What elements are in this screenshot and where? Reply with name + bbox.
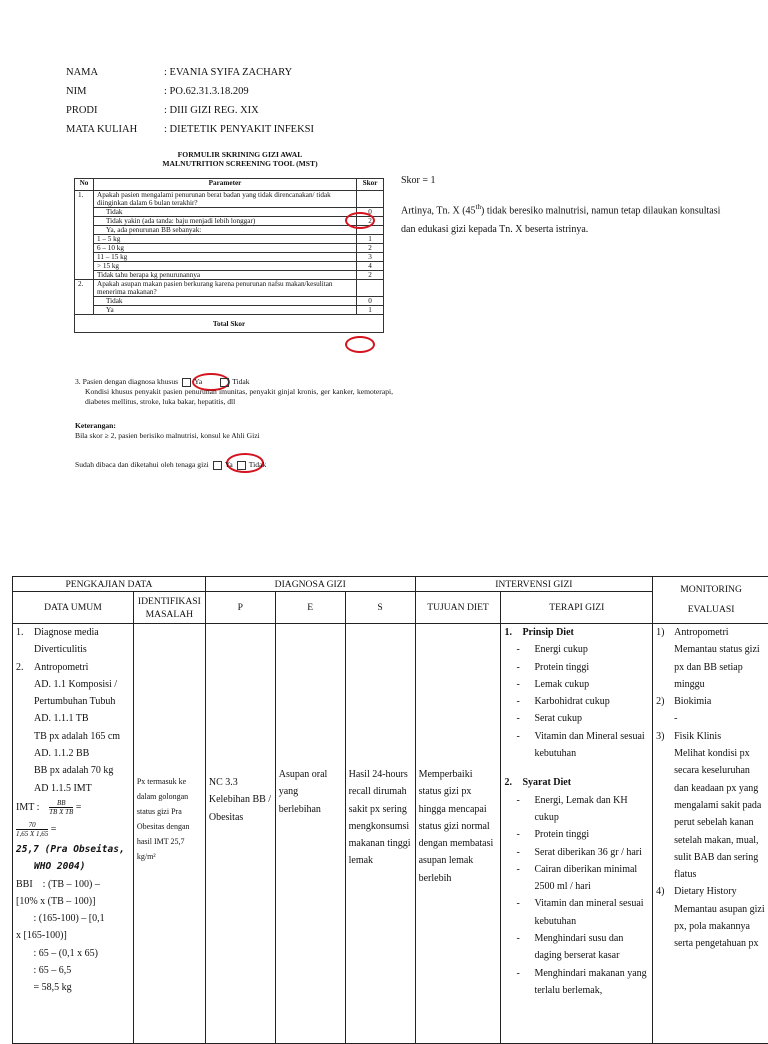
identifikasi-text: Px termasuk ke dalam golongan status gizi Pra Obesitas dengan hasil IMT 25,7 kg/m² — [136, 777, 190, 861]
q3-ya-checkbox[interactable] — [182, 378, 191, 387]
terapi-item — [504, 930, 649, 965]
syarat-list — [504, 792, 649, 1000]
du-line: AD. 1.1.2 BB — [34, 748, 90, 760]
terapi-item-text: Protein tinggi — [534, 661, 590, 673]
monitoring-num: 4) — [656, 886, 665, 898]
keterangan — [75, 421, 260, 441]
monitoring-num: 1) — [656, 627, 665, 638]
bbi-line: [10% x (TB – 100)] — [16, 895, 96, 907]
imt-formula: IMT : $\frac{BB}{\text{TB X TB}}$ = — [16, 799, 82, 817]
mst-col-skor: Skor — [357, 179, 384, 191]
header-row-nim — [66, 82, 314, 101]
dash-bullet: - — [516, 661, 520, 673]
terapi-item-text: Menghindari susu dan daging berserat kasar — [534, 933, 624, 962]
value-numerator: 70 — [16, 821, 48, 830]
mst-total: Total Skor — [75, 315, 384, 333]
q3-label: 3. Pasien dengan diagnosa khusus — [75, 377, 179, 386]
header-diagnosa: DIAGNOSA GIZI — [205, 577, 415, 592]
mst-q1-score: 0 — [357, 208, 384, 217]
mst-table — [74, 178, 384, 333]
header-row-matkul — [66, 120, 314, 139]
monitoring-num: 3) — [656, 730, 665, 742]
mst-q1-opt: Ya, ada penurunan BB sebanyak: — [94, 226, 357, 235]
value-fraction — [16, 821, 48, 838]
monitoring-item — [656, 624, 766, 641]
result-text-part2: ) tidak beresiko malnutrisi, namun tetap dilaukan konsultasi dan edukasi gizi kepada Tn. X beserta istrinya. — [401, 205, 721, 236]
bbi-line: : (165-100) – [0,1 — [16, 913, 105, 925]
keterangan-text: Bila skor ≥ 2, pasien berisiko malnutrisi, konsul ke Ahli Gizi — [75, 431, 260, 440]
du-line: AD 1.1.5 IMT — [34, 782, 92, 794]
mst-q1-kg: 6 – 10 kg — [94, 244, 357, 253]
sudah-dibaca — [75, 460, 266, 470]
mst-title — [75, 150, 405, 168]
imt-result: 25,7 (Pra Obseitas, — [16, 843, 125, 855]
header-data-umum: DATA UMUM — [13, 592, 134, 624]
monitoring-item — [656, 728, 766, 745]
sudah-ya-label: Ya — [224, 460, 233, 469]
imt-result-source: WHO 2004) — [34, 861, 86, 873]
label-prodi: PRODI — [66, 105, 98, 116]
header-tujuan: TUJUAN DIET — [415, 592, 501, 624]
mst-q2-opt: Tidak — [94, 297, 357, 306]
terapi-heading: Syarat Diet — [522, 777, 572, 789]
cell-monitoring — [653, 624, 768, 1044]
terapi-item — [504, 728, 649, 763]
cell-e — [275, 624, 345, 1044]
terapi-item — [504, 659, 649, 676]
du-line: BB px adalah 70 kg — [34, 765, 114, 777]
monitoring-item — [656, 883, 766, 900]
cell-terapi — [501, 624, 653, 1044]
dash-bullet: - — [516, 678, 520, 690]
du-line: TB px adalah 165 cm — [34, 730, 121, 742]
mst-q2-no: 2. — [75, 280, 94, 315]
dash-bullet: - — [516, 898, 520, 910]
imt-eq: = — [75, 801, 82, 813]
mst-q1-kg-score: 3 — [357, 253, 384, 262]
header-terapi: TERAPI GIZI — [501, 592, 653, 624]
header-p: P — [205, 592, 275, 624]
terapi-item-text: Cairan diberikan minimal 2500 ml / hari — [534, 863, 638, 893]
monitoring-desc: Memantau status gizi px dan BB setiap minggu — [674, 644, 760, 690]
terapi-num: 2. — [504, 777, 512, 789]
header-row-nama — [66, 63, 314, 82]
terapi-item-text: Menghindari makanan yang terlalu berlemak, — [534, 967, 647, 996]
mst-q1-opt: Tidak yakin (ada tanda: baju menjadi lebih longgar) — [94, 217, 357, 226]
mst-title-line1: FORMULIR SKRINING GIZI AWAL — [177, 150, 303, 159]
terapi-item — [504, 844, 649, 861]
du-line: AD. 1.1.1 TB — [34, 713, 89, 725]
monitoring-desc: Melihat kondisi px secara keseluruhan dan keadaan px yang mengalami sakit pada perut sebelah kanan setelah makan, mual, sulit BAB dan sering flatus — [674, 748, 762, 881]
student-header — [66, 63, 314, 139]
dash-bullet: - — [516, 846, 520, 858]
mst-q2-opt: Ya — [94, 306, 357, 315]
dash-bullet: - — [516, 730, 520, 742]
dash-bullet: - — [516, 713, 520, 725]
terapi-item — [504, 693, 649, 710]
dash-bullet: - — [516, 829, 520, 841]
terapi-item — [504, 792, 649, 827]
value-matkul: : DIETETIK PENYAKIT INFEKSI — [164, 124, 314, 135]
cell-data-umum — [13, 624, 134, 1044]
monitoring-title: Biokimia — [674, 696, 712, 708]
header-row-prodi — [66, 101, 314, 120]
imt-label: IMT — [16, 801, 35, 813]
terapi-item — [504, 965, 649, 1000]
imt-denominator: TB X TB — [49, 808, 74, 817]
du-line: Diverticulitis — [34, 644, 87, 656]
bbi-line: x [165-100)] — [16, 930, 67, 942]
q3-tidak-checkbox[interactable] — [220, 378, 229, 387]
label-nim: NIM — [66, 86, 87, 97]
terapi-item — [504, 710, 649, 727]
value-nim: : PO.62.31.3.18.209 — [164, 86, 249, 97]
label-matkul: MATA KULIAH — [66, 124, 138, 135]
dash-bullet: - — [516, 794, 520, 806]
header-pengkajian: PENGKAJIAN DATA — [13, 577, 206, 592]
du-line: Diagnose media — [34, 627, 99, 638]
bbi-line: : 65 – 6,5 — [16, 965, 72, 977]
dash-bullet: - — [516, 863, 520, 875]
keterangan-label: Keterangan: — [75, 421, 116, 430]
header-monitoring: MONITORING EVALUASI — [653, 577, 768, 624]
value-eq: = — [50, 823, 57, 835]
header-s: S — [345, 592, 415, 624]
bbi-line: = 58,5 kg — [16, 982, 72, 994]
s-text: Hasil 24-hours recall dirumah sakit px sering mengkonsumsi makanan tinggi lemak — [348, 769, 411, 867]
monitoring-num: 2) — [656, 696, 665, 708]
cell-p — [205, 624, 275, 1044]
mst-q1-kg-score: 1 — [357, 235, 384, 244]
q3-description: Kondisi khusus penyakit pasien penurunan imunitas, penyakit ginjal kronis, ger kanker, kemoterapi, diabetes mellitus, stroke, luka bakar, hepatitis, dll — [85, 387, 393, 406]
terapi-item-text: Lemak cukup — [534, 678, 590, 690]
annotation-circle — [345, 336, 375, 353]
mst-q1-kg: 1 – 5 kg — [94, 235, 357, 244]
mst-q1-kg-score: 2 — [357, 271, 384, 280]
terapi-item — [504, 641, 649, 658]
sudah-ya-checkbox[interactable] — [213, 461, 222, 470]
annotation-circle — [345, 212, 375, 229]
monitoring-title: Antropometri — [674, 627, 729, 638]
imt-fraction — [49, 799, 73, 816]
header-identifikasi: IDENTIFIKASI MASALAH — [133, 592, 205, 624]
terapi-item-text: Karbohidrat cukup — [534, 696, 610, 708]
mst-q1-kg-score: 2 — [357, 244, 384, 253]
dash-bullet: - — [516, 696, 520, 708]
result-score: Skor = 1 — [401, 175, 436, 186]
terapi-item — [504, 861, 649, 896]
terapi-item — [504, 676, 649, 693]
result-sup: th — [475, 203, 481, 211]
value-denominator: 1,65 X 1,65 — [16, 830, 49, 839]
mst-q1-kg: > 15 kg — [94, 262, 357, 271]
terapi-item-text: Protein tinggi — [534, 829, 590, 841]
mst-q1-kg: 11 – 15 kg — [94, 253, 357, 262]
cell-s — [345, 624, 415, 1044]
result-description — [401, 198, 721, 239]
sudah-tidak-label: Tidak — [248, 460, 267, 469]
assessment-table — [12, 576, 768, 1044]
sudah-tidak-checkbox[interactable] — [237, 461, 246, 470]
p-text: NC 3.3 Kelebihan BB / Obesitas — [208, 777, 272, 823]
mst-q1-kg: Tidak tahu berapa kg penurunannya — [94, 271, 357, 280]
q3-tidak-label: Tidak — [232, 377, 250, 386]
dash-bullet: - — [516, 967, 520, 979]
terapi-heading: Prinsip Diet — [522, 627, 574, 638]
terapi-item — [504, 895, 649, 930]
e-text: Asupan oral yang berlebihan — [278, 769, 328, 815]
du-line: Pertumbuhan Tubuh — [34, 696, 116, 708]
mst-q1-score: 2 — [357, 217, 384, 226]
value-prodi: : DIII GIZI REG. XIX — [164, 105, 259, 116]
monitoring-desc: - — [674, 713, 678, 725]
bbi-line: BBI : (TB – 100) – — [16, 878, 100, 890]
terapi-item-text: Vitamin dan mineral sesuai kebutuhan — [534, 898, 644, 927]
imt-numerator: BB — [49, 799, 73, 808]
dash-bullet: - — [516, 644, 520, 656]
du-num: 1. — [16, 627, 24, 638]
terapi-item-text: Energi cukup — [534, 644, 588, 656]
mst-q2-score: 1 — [357, 306, 384, 315]
mst-col-no: No — [75, 179, 94, 191]
imt-values — [16, 819, 130, 841]
cell-identifikasi — [133, 624, 205, 1044]
header-e: E — [275, 592, 345, 624]
monitoring-title: Fisik Klinis — [674, 730, 722, 742]
terapi-num: 1. — [504, 627, 512, 638]
result-text — [401, 171, 721, 239]
du-line: AD. 1.1 Komposisi / — [34, 678, 118, 690]
dash-bullet: - — [516, 933, 520, 945]
bbi-line: : 65 – (0,1 x 65) — [16, 947, 98, 959]
monitoring-desc: Memantau asupan gizi px, pola makannya serta pengetahuan px — [674, 903, 765, 950]
tujuan-text: Memperbaiki status gizi px hingga mencapai status gizi normal dengan membatasi asupan lemak berlebih — [418, 769, 494, 884]
prinsip-list — [504, 641, 649, 762]
mst-title-line2: MALNUTRITION SCREENING TOOL (MST) — [162, 159, 318, 168]
du-num: 2. — [16, 661, 24, 673]
cell-tujuan — [415, 624, 501, 1044]
mst-q1-opt: Tidak — [94, 208, 357, 217]
q3-ya-label: Ya — [194, 377, 203, 386]
header-intervensi: INTERVENSI GIZI — [415, 577, 653, 592]
terapi-item-text: Energi, Lemak dan KH cukup — [534, 794, 628, 823]
mst-q2: Apakah asupan makan pasien berkurang karena penurunan nafsu makan/kesulitan menerima makanan? — [94, 280, 357, 297]
mst-col-param: Parameter — [94, 179, 357, 191]
terapi-item — [504, 826, 649, 843]
mst-q3 — [75, 377, 393, 407]
terapi-item-text: Vitamin dan Mineral sesuai kebutuhan — [534, 730, 645, 760]
label-nama: NAMA — [66, 67, 99, 78]
du-line: Antropometri — [34, 661, 89, 673]
sudah-label: Sudah dibaca dan diketahui oleh tenaga gizi — [75, 460, 209, 469]
mst-q1-no: 1. — [75, 191, 94, 280]
monitoring-title: Dietary History — [674, 886, 737, 898]
terapi-item-text: Serat diberikan 36 gr / hari — [534, 846, 642, 858]
mst-q1: Apakah pasien mengalami penurunan berat badan yang tidak direncanakan/ tidak diinginkan dalam 6 bulan terakhir? — [94, 191, 357, 208]
monitoring-item — [656, 693, 766, 710]
mst-q1-kg-score: 4 — [357, 262, 384, 271]
result-text-part1: Artinya, Tn. X (45 — [401, 205, 476, 217]
terapi-item-text: Serat cukup — [534, 713, 582, 725]
value-nama: : EVANIA SYIFA ZACHARY — [164, 67, 293, 78]
mst-q2-score: 0 — [357, 297, 384, 306]
